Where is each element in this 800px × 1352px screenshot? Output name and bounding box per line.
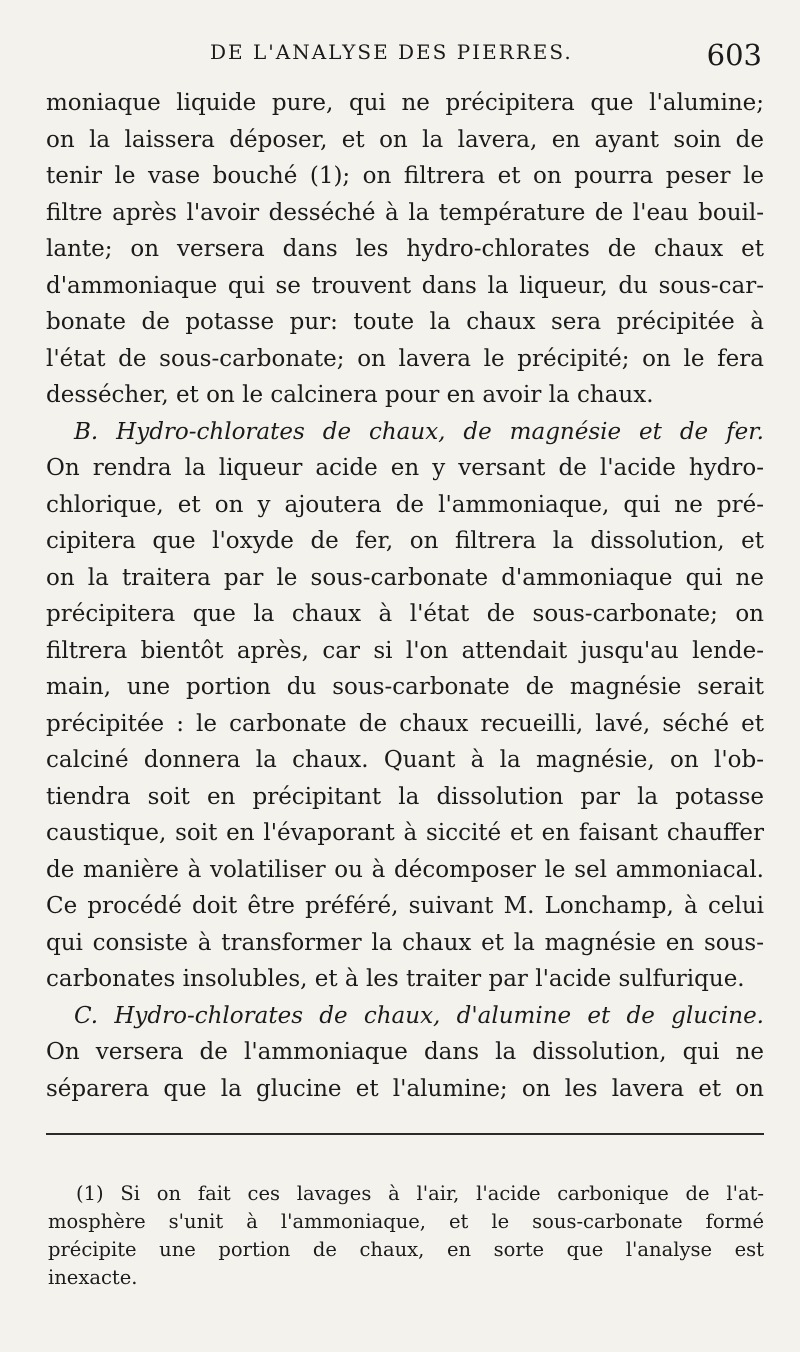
text-line: tenir le vase bouché (1); on filtrera et on pourra peser le <box>46 163 764 189</box>
section-heading-b: B. Hydro-chlorates de chaux, de magnésie et de fer. <box>74 418 764 445</box>
text-line: cipitera que l'oxyde de fer, on filtrera la dissolution, et <box>46 528 764 554</box>
text-line: précipitera que la chaux à l'état de sous-carbonate; on <box>46 601 764 627</box>
text-line: carbonates insolubles, et à les traiter par l'acide sulfurique. <box>46 966 745 992</box>
text-line: précipitée : le carbonate de chaux recueilli, lavé, séché et <box>46 710 764 737</box>
text-line: filtrera bientôt après, car si l'on attendait jusqu'au lende- <box>46 637 764 664</box>
footnote-line: mosphère s'unit à l'ammoniaque, et le sous-carbonate formé <box>48 1210 764 1233</box>
running-title: DE L'ANALYSE DES PIERRES. <box>210 40 573 64</box>
text-line: lante; on versera dans les hydro-chlorates de chaux et <box>46 236 764 262</box>
text-line: calciné donnera la chaux. Quant à la magnésie, on l'ob- <box>46 747 764 773</box>
text-line: tiendra soit en précipitant la dissolution par la potasse <box>46 783 764 810</box>
section-heading-c: C. Hydro-chlorates de chaux, d'alumine et de glucine. <box>74 1002 764 1029</box>
text-line: filtre après l'avoir desséché à la température de l'eau bouil- <box>46 199 764 226</box>
text-line: On versera de l'ammoniaque dans la dissolution, qui ne <box>46 1039 764 1065</box>
text-line: qui consiste à transformer la chaux et la magnésie en sous- <box>46 929 764 956</box>
text-line: caustique, soit en l'évaporant à siccité et en faisant chauffer <box>46 820 764 846</box>
text-line: on la traitera par le sous-carbonate d'ammoniaque qui ne <box>46 564 764 591</box>
text-line: l'état de sous-carbonate; on lavera le précipité; on le fera <box>46 345 764 372</box>
footnote <box>48 1180 764 1292</box>
text-line: dessécher, et on le calcinera pour en avoir la chaux. <box>46 382 654 408</box>
page-header <box>60 38 770 78</box>
text-line: bonate de potasse pur: toute la chaux sera précipitée à <box>46 309 764 335</box>
text-line: On rendra la liqueur acide en y versant de l'acide hydro- <box>46 455 764 481</box>
footnote-line: (1) Si on fait ces lavages à l'air, l'acide carbonique de l'at- <box>76 1182 764 1205</box>
text-line: de manière à volatiliser ou à décomposer le sel ammoniacal. <box>46 856 764 883</box>
footnote-divider <box>46 1133 764 1135</box>
text-line: d'ammoniaque qui se trouvent dans la liqueur, du sous-car- <box>46 272 764 299</box>
text-line: on la laissera déposer, et on la lavera, en ayant soin de <box>46 126 764 153</box>
footnote-line: inexacte. <box>48 1266 138 1289</box>
text-line: Ce procédé doit être préféré, suivant M. Lonchamp, à celui <box>46 893 764 919</box>
text-line: séparera que la glucine et l'alumine; on les lavera et on <box>46 1075 764 1102</box>
text-line: main, une portion du sous-carbonate de magnésie serait <box>46 674 764 700</box>
body-text <box>46 85 764 1107</box>
text-line: moniaque liquide pure, qui ne précipitera que l'alumine; <box>46 90 764 116</box>
footnote-line: précipite une portion de chaux, en sorte que l'analyse est <box>48 1238 764 1261</box>
page-number: 603 <box>706 38 762 72</box>
text-line: chlorique, et on y ajoutera de l'ammoniaque, qui ne pré- <box>46 491 764 518</box>
